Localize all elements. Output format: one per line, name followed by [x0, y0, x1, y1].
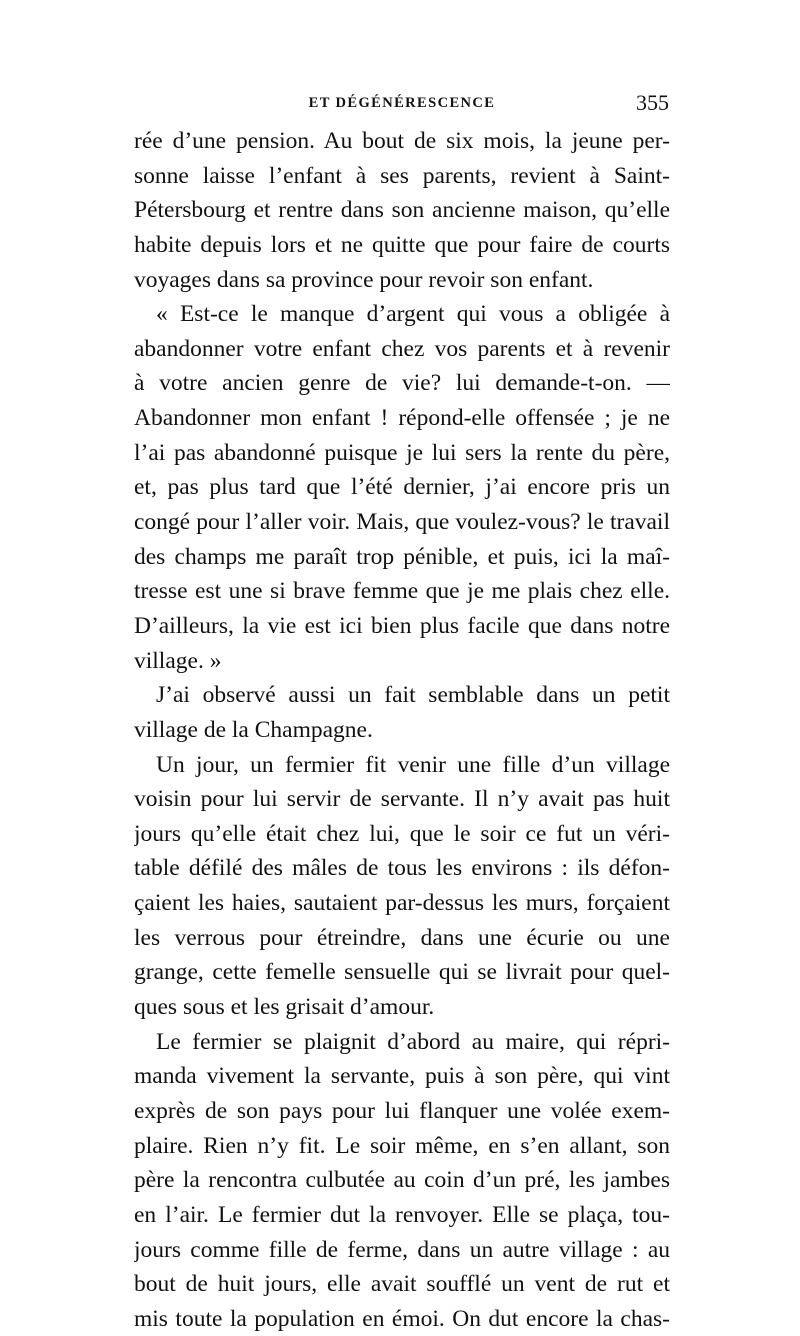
text-line: jours qu’elle était chez lui, que le soir ce fut un véri- [134, 820, 670, 847]
text-line: mis toute la population en émoi. On dut encore la chas- [134, 1305, 670, 1332]
text-line: exprès de son pays pour lui flanquer une volée exem- [134, 1097, 670, 1124]
text-line: grange, cette femelle sensuelle qui se livrait pour quel- [134, 959, 670, 986]
text-line: D’ailleurs, la vie est ici bien plus facile que dans notre [134, 612, 670, 639]
text-line: et, pas plus tard que l’été dernier, j’ai encore pris un [134, 474, 670, 501]
text-line: ques sous et les grisait d’amour. [134, 994, 435, 1021]
text-line: village de la Champagne. [134, 716, 373, 743]
text-line: rée d’une pension. Au bout de six mois, la jeune per- [134, 128, 670, 154]
text-line: les verrous pour étreindre, dans une écurie ou une [134, 924, 670, 951]
text-line: en l’air. Le fermier dut la renvoyer. Elle se plaça, tou- [134, 1201, 670, 1228]
page-header [135, 90, 669, 116]
text-line: l’ai pas abandonné puisque je lui sers la rente du père, [134, 439, 670, 466]
text-line: voyages dans sa province pour revoir son enfant. [134, 266, 594, 293]
text-line: voisin pour lui servir de servante. Il n’y avait pas huit [134, 786, 670, 813]
text-line: sonne laisse l’enfant à ses parents, revient à Saint- [134, 162, 670, 189]
text-line: père la rencontra culbutée au coin d’un pré, les jambes [134, 1167, 670, 1194]
text-line: Abandonner mon enfant ! répond-elle offensée ; je ne [134, 405, 670, 432]
text-line: Pétersbourg et rentre dans son ancienne maison, qu’elle [134, 197, 670, 224]
text-line: Le fermier se plaignit d’abord au maire, qui répri- [156, 1028, 670, 1055]
text-line: des champs me paraît trop pénible, et puis, ici la maî- [134, 543, 670, 570]
text-line: « Est-ce le manque d’argent qui vous a obligée à [156, 301, 670, 328]
text-line: J’ai observé aussi un fait semblable dans un petit [156, 682, 670, 709]
text-line: habite depuis lors et ne quitte que pour faire de courts [134, 231, 670, 258]
text-line: manda vivement la servante, puis à son père, qui vint [134, 1063, 670, 1090]
text-line: jours comme fille de ferme, dans un autre village : au [134, 1236, 670, 1263]
text-line: village. » [134, 647, 222, 674]
text-line: abandonner votre enfant chez vos parents et à revenir [134, 335, 670, 362]
text-line: bout de huit jours, elle avait soufflé un vent de rut et [134, 1271, 670, 1298]
text-line: çaient les haies, sautaient par-dessus les murs, forçaient [134, 890, 670, 917]
page-number: 355 [636, 90, 669, 115]
running-head: ET DÉGÉNÉRESCENCE [308, 95, 496, 111]
text-line: tresse est une si brave femme que je me plais chez elle. [134, 578, 670, 605]
text-line: à votre ancien genre de vie? lui demande-t-on. — [134, 370, 670, 397]
body-text [134, 124, 670, 1336]
text-line: plaire. Rien n’y fit. Le soir même, en s’en allant, son [134, 1132, 670, 1159]
text-line: Un jour, un fermier fit venir une fille d’un village [156, 751, 670, 778]
text-line: table défilé des mâles de tous les environs : ils défon- [134, 855, 670, 882]
text-line: congé pour l’aller voir. Mais, que voulez-vous? le travail [134, 509, 670, 536]
